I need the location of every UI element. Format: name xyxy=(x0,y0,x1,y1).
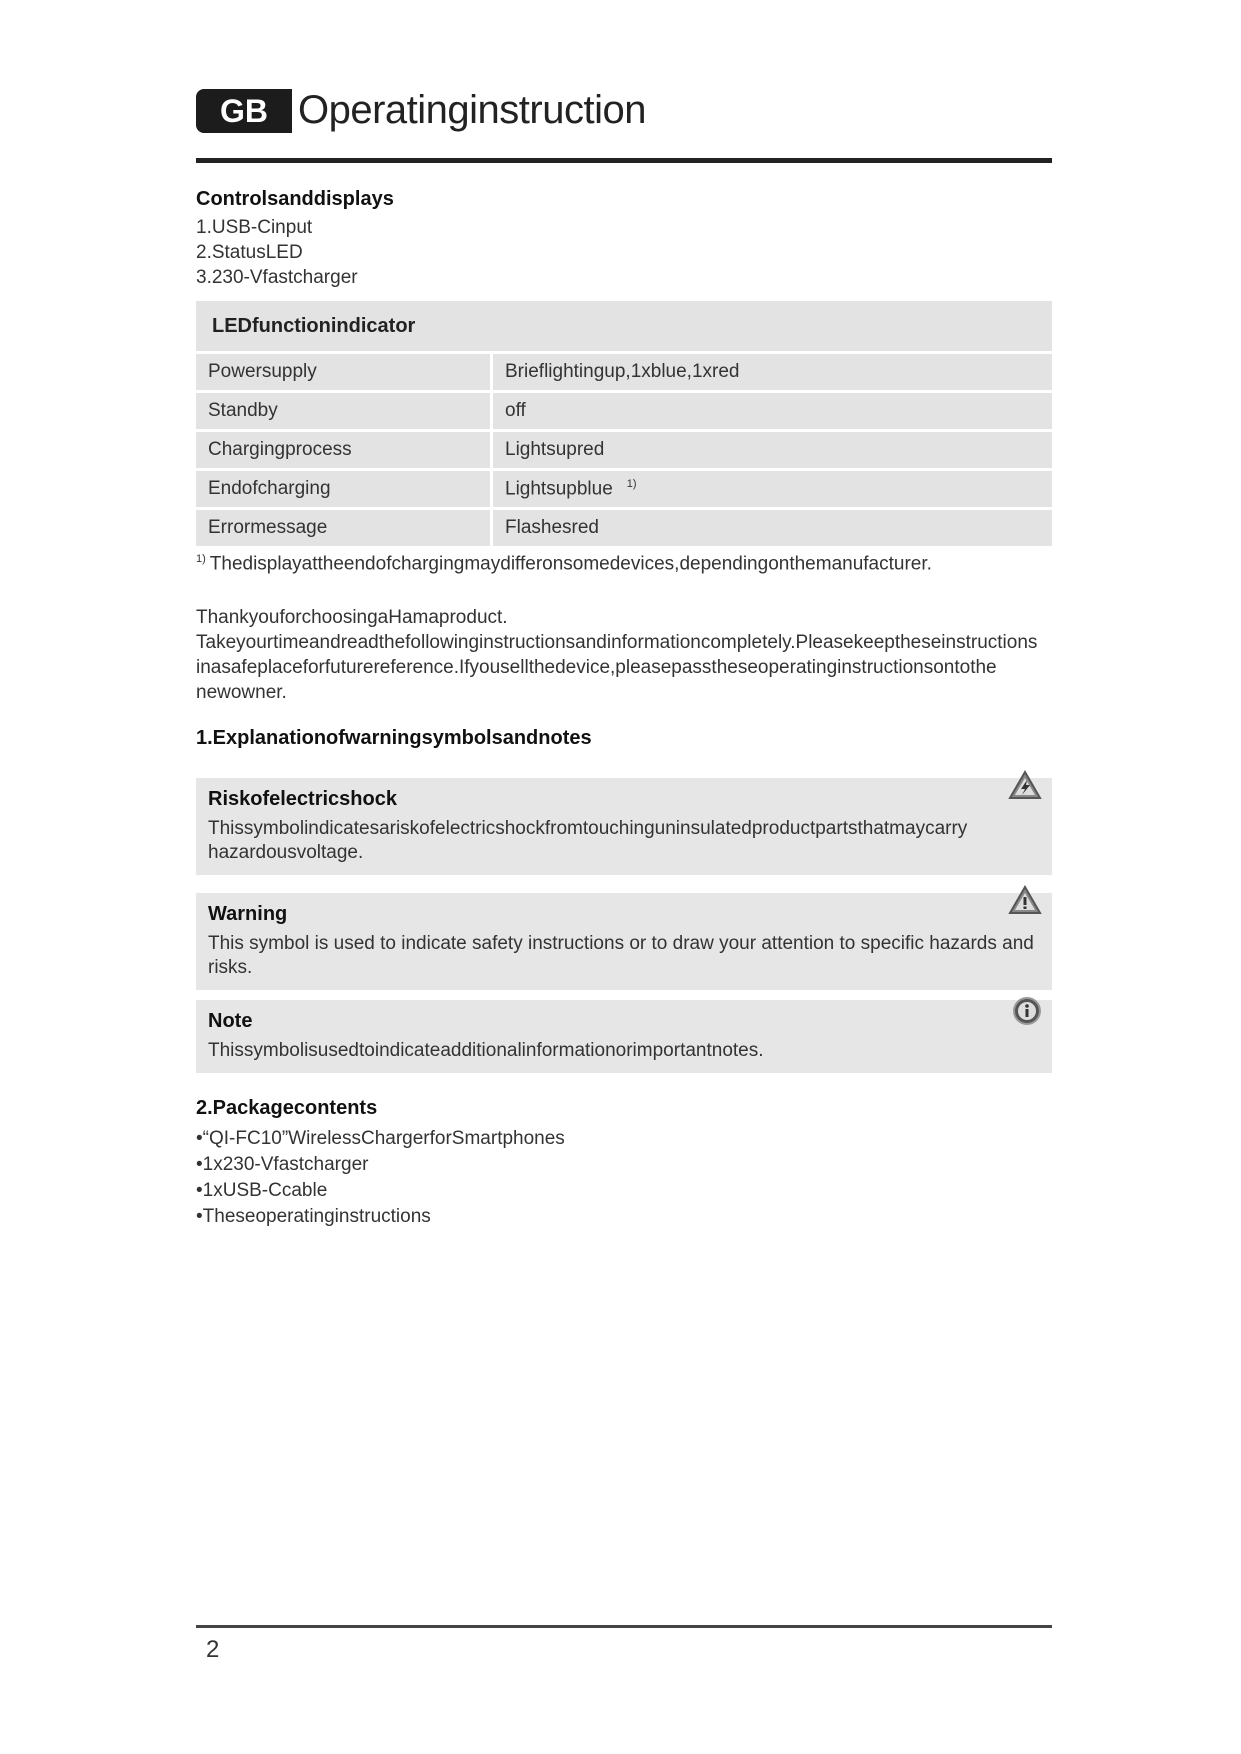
led-state: Chargingprocess xyxy=(196,432,493,468)
electric-shock-box xyxy=(196,778,1052,875)
led-state: Errormessage xyxy=(196,510,493,546)
table-row xyxy=(196,471,1052,507)
language-badge: GB xyxy=(196,89,292,133)
package-contents-list xyxy=(196,1126,1052,1230)
box-text: Thissymbolindicatesariskofelectricshockfromtouchinguninsulatedproductpartsthatmaycarry hazardousvoltage. xyxy=(208,818,968,864)
warning-triangle-icon xyxy=(1008,885,1042,920)
electric-shock-warning-icon xyxy=(1008,770,1042,805)
intro-paragraph xyxy=(196,605,1052,705)
intro-line: Takeyourtimeandreadthefollowinginstructionsandinformationcompletely.Pleasekeeptheseinstructions xyxy=(196,632,1038,654)
table-row xyxy=(196,393,1052,429)
table-row xyxy=(196,354,1052,390)
footer-divider xyxy=(196,1625,1052,1628)
led-state: Standby xyxy=(196,393,493,429)
list-item: 2.StatusLED xyxy=(196,242,303,263)
box-text: This symbol is used to indicate safety instructions or to draw your attention to specific hazards and risks. xyxy=(208,933,1034,979)
controls-heading: Controlsanddisplays xyxy=(196,188,394,210)
list-item: 3.230-Vfastcharger xyxy=(196,267,358,288)
led-indicator: Lightsupblue $^{1)}$ xyxy=(493,471,1052,507)
led-function-table xyxy=(196,298,1052,549)
note-box xyxy=(196,1000,1052,1073)
footnote-reference: 1) xyxy=(626,477,637,490)
list-item: •1x230-Vfastcharger xyxy=(196,1154,369,1176)
table-row xyxy=(196,432,1052,468)
led-state: Endofcharging xyxy=(196,471,493,507)
led-indicator: Lightsupred xyxy=(493,432,1052,468)
page-title: Operatinginstruction xyxy=(298,88,646,132)
intro-line: ThankyouforchoosingaHamaproduct. xyxy=(196,607,508,629)
section-1-heading: 1.Explanationofwarningsymbolsandnotes xyxy=(196,727,592,750)
controls-list xyxy=(196,215,1052,290)
led-indicator: Brieflightingup,1xblue,1xred xyxy=(493,354,1052,390)
box-title: Note xyxy=(208,1010,253,1033)
list-item: •“QI-FC10”WirelessChargerforSmartphones xyxy=(196,1128,565,1150)
list-item: 1.USB-Cinput xyxy=(196,217,313,238)
footnote-text: Thedisplayattheendofchargingmaydifferonsomedevices,dependingonthemanufacturer. xyxy=(209,553,932,575)
footnote-marker: 1) xyxy=(196,553,206,565)
list-item: •Theseoperatinginstructions xyxy=(196,1206,431,1228)
intro-line: newowner. xyxy=(196,682,287,704)
warning-box xyxy=(196,893,1052,990)
list-item: •1xUSB-Ccable xyxy=(196,1180,328,1202)
box-title: Warning xyxy=(208,903,288,926)
intro-line: inasafeplaceforfuturereference.Ifyousellthedevice,pleasepasstheseoperatinginstructionsontothe xyxy=(196,657,997,679)
led-state: Powersupply xyxy=(196,354,493,390)
led-indicator: Flashesred xyxy=(493,510,1052,546)
table-footnote xyxy=(196,553,1052,575)
page-number: 2 xyxy=(206,1636,220,1663)
box-text: Thissymbolisusedtoindicateadditionalinformationorimportantnotes. xyxy=(208,1040,764,1062)
box-title: Riskofelectricshock xyxy=(208,788,397,811)
table-row xyxy=(196,510,1052,546)
led-table-heading: LEDfunctionindicator xyxy=(196,301,1052,351)
header-divider xyxy=(196,158,1052,163)
main-content xyxy=(196,188,1052,1230)
led-indicator: off xyxy=(493,393,1052,429)
section-2-heading: 2.Packagecontents xyxy=(196,1097,378,1120)
info-circle-icon xyxy=(1012,996,1042,1031)
page-header xyxy=(196,88,646,133)
